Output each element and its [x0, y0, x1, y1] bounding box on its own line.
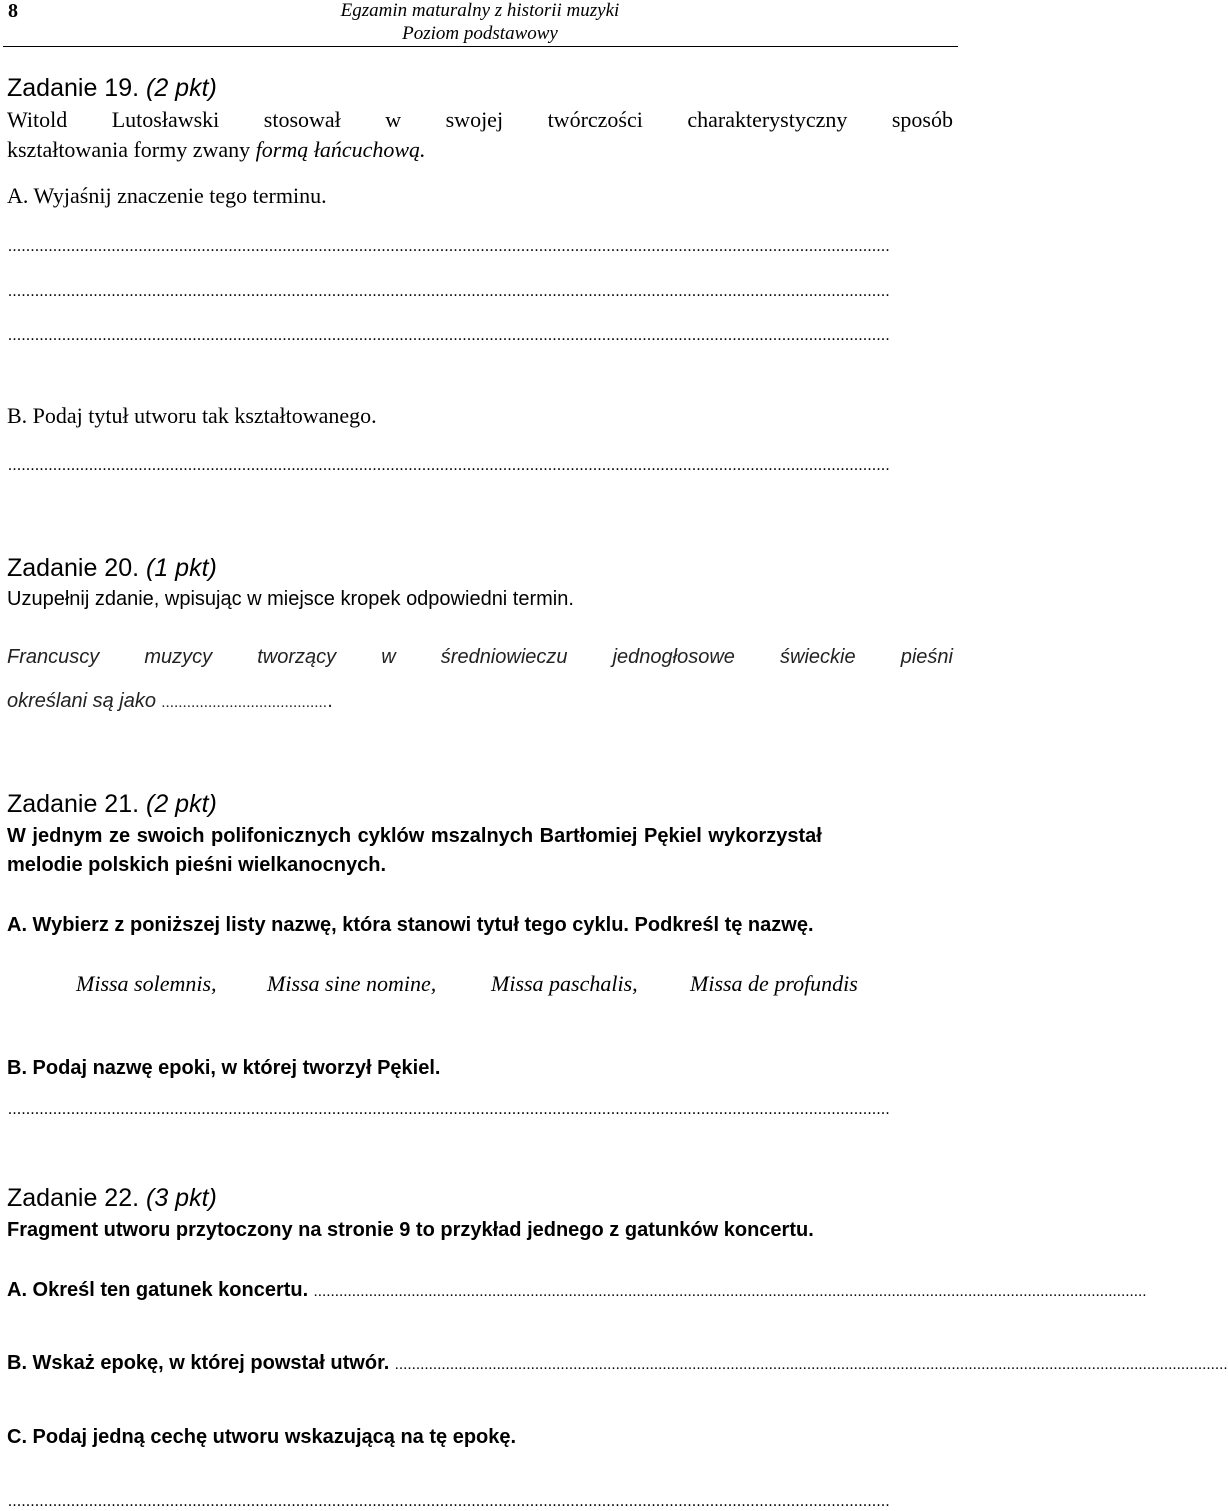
task19-question-b: B. Podaj tytuł utworu tak kształtowanego. — [7, 403, 377, 428]
task21-heading — [7, 790, 217, 819]
task21-option-3[interactable]: Missa paschalis, — [491, 971, 638, 996]
task22-points: (3 pkt) — [146, 1184, 217, 1212]
task21-option-1[interactable]: Missa solemnis, — [76, 971, 217, 996]
word: charakterystyczny — [687, 107, 848, 132]
word: w — [381, 646, 396, 668]
task22-question-a-row — [7, 1279, 1147, 1302]
task19-question-a: A. Wyjaśnij znaczenie tego terminu. — [7, 183, 327, 208]
task19-intro-line2 — [7, 137, 426, 163]
word: stosował — [263, 107, 341, 132]
answer-line[interactable]: .................................................................................................................................................................................................... — [8, 283, 890, 300]
word: twórczości — [547, 107, 643, 132]
task22-title: Zadanie 22. — [7, 1184, 140, 1212]
task21-question-a: A. Wybierz z poniższej listy nazwę, która stanowi tytuł tego cyklu. Podkreśl tę nazwę. — [7, 914, 814, 936]
task22-question-b-row — [7, 1352, 1228, 1375]
task20-sentence-line1 — [7, 646, 953, 669]
task21-intro-line1: W jednym ze swoich polifonicznych cyklów mszalnych Bartłomiej Pękiel wykorzystał — [7, 825, 822, 847]
task21-question-b: B. Podaj nazwę epoki, w której tworzył Pękiel. — [7, 1057, 441, 1079]
answer-line[interactable]: .................................................................................................................................................................................................... — [313, 1284, 1147, 1300]
word: sposób — [891, 107, 953, 132]
period: . — [327, 690, 333, 712]
word: muzycy — [144, 646, 213, 668]
task22-question-b: B. Wskaż epokę, w której powstał utwór. — [7, 1352, 390, 1374]
word: średniowieczu — [440, 646, 568, 668]
task22-question-c: C. Podaj jedną cechę utworu wskazującą na tę epokę. — [7, 1426, 517, 1448]
task22-heading — [7, 1184, 217, 1213]
task20-points: (1 pkt) — [146, 554, 217, 582]
task20-heading — [7, 554, 217, 583]
word: jednogłosowe — [612, 646, 735, 668]
word: swojej — [445, 107, 504, 132]
fill-in-blank[interactable]: ....................................... — [161, 695, 328, 711]
task21-points: (2 pkt) — [146, 790, 217, 818]
word: w — [385, 107, 402, 132]
answer-line[interactable]: .................................................................................................................................................................................................... — [8, 1101, 890, 1118]
task21-title: Zadanie 21. — [7, 790, 140, 818]
word: świeckie — [780, 646, 856, 668]
answer-line[interactable]: .................................................................................................................................................................................................... — [394, 1357, 1228, 1373]
intro-text: kształtowania formy zwany — [7, 137, 251, 162]
task20-sentence-line2 — [7, 690, 333, 713]
task19-heading — [7, 74, 217, 103]
task22-intro: Fragment utworu przytoczony na stronie 9 to przykład jednego z gatunków koncertu. — [7, 1219, 814, 1241]
answer-line[interactable]: .................................................................................................................................................................................................... — [8, 238, 890, 255]
task19-title: Zadanie 19. — [7, 74, 140, 102]
word: Witold — [7, 107, 68, 132]
sentence-text: określani są jako — [7, 690, 156, 712]
header-divider — [3, 46, 958, 47]
word: Lutosławski — [111, 107, 220, 132]
task19-intro-line1 — [7, 107, 953, 133]
task21-option-2[interactable]: Missa sine nomine, — [267, 971, 437, 996]
word: Francuscy — [7, 646, 100, 668]
exam-header-title: Egzamin maturalny z historii muzyki — [340, 0, 620, 21]
task22-question-a: A. Określ ten gatunek koncertu. — [7, 1279, 309, 1301]
task21-intro-line2: melodie polskich pieśni wielkanocnych. — [7, 854, 387, 876]
task20-intro: Uzupełnij zdanie, wpisując w miejsce kropek odpowiedni termin. — [7, 588, 574, 610]
word: pieśni — [900, 646, 953, 668]
exam-header-level: Poziom podstawowy — [402, 23, 558, 44]
term-italic: formą łańcuchową. — [255, 137, 426, 162]
answer-line[interactable]: .................................................................................................................................................................................................... — [8, 457, 890, 474]
answer-line[interactable]: .................................................................................................................................................................................................... — [8, 1493, 890, 1510]
word: tworzący — [257, 646, 337, 668]
task20-title: Zadanie 20. — [7, 554, 140, 582]
answer-line[interactable]: .................................................................................................................................................................................................... — [8, 327, 890, 344]
task21-option-4[interactable]: Missa de profundis — [690, 971, 858, 996]
task19-points: (2 pkt) — [146, 74, 217, 102]
page-number: 8 — [8, 0, 18, 22]
